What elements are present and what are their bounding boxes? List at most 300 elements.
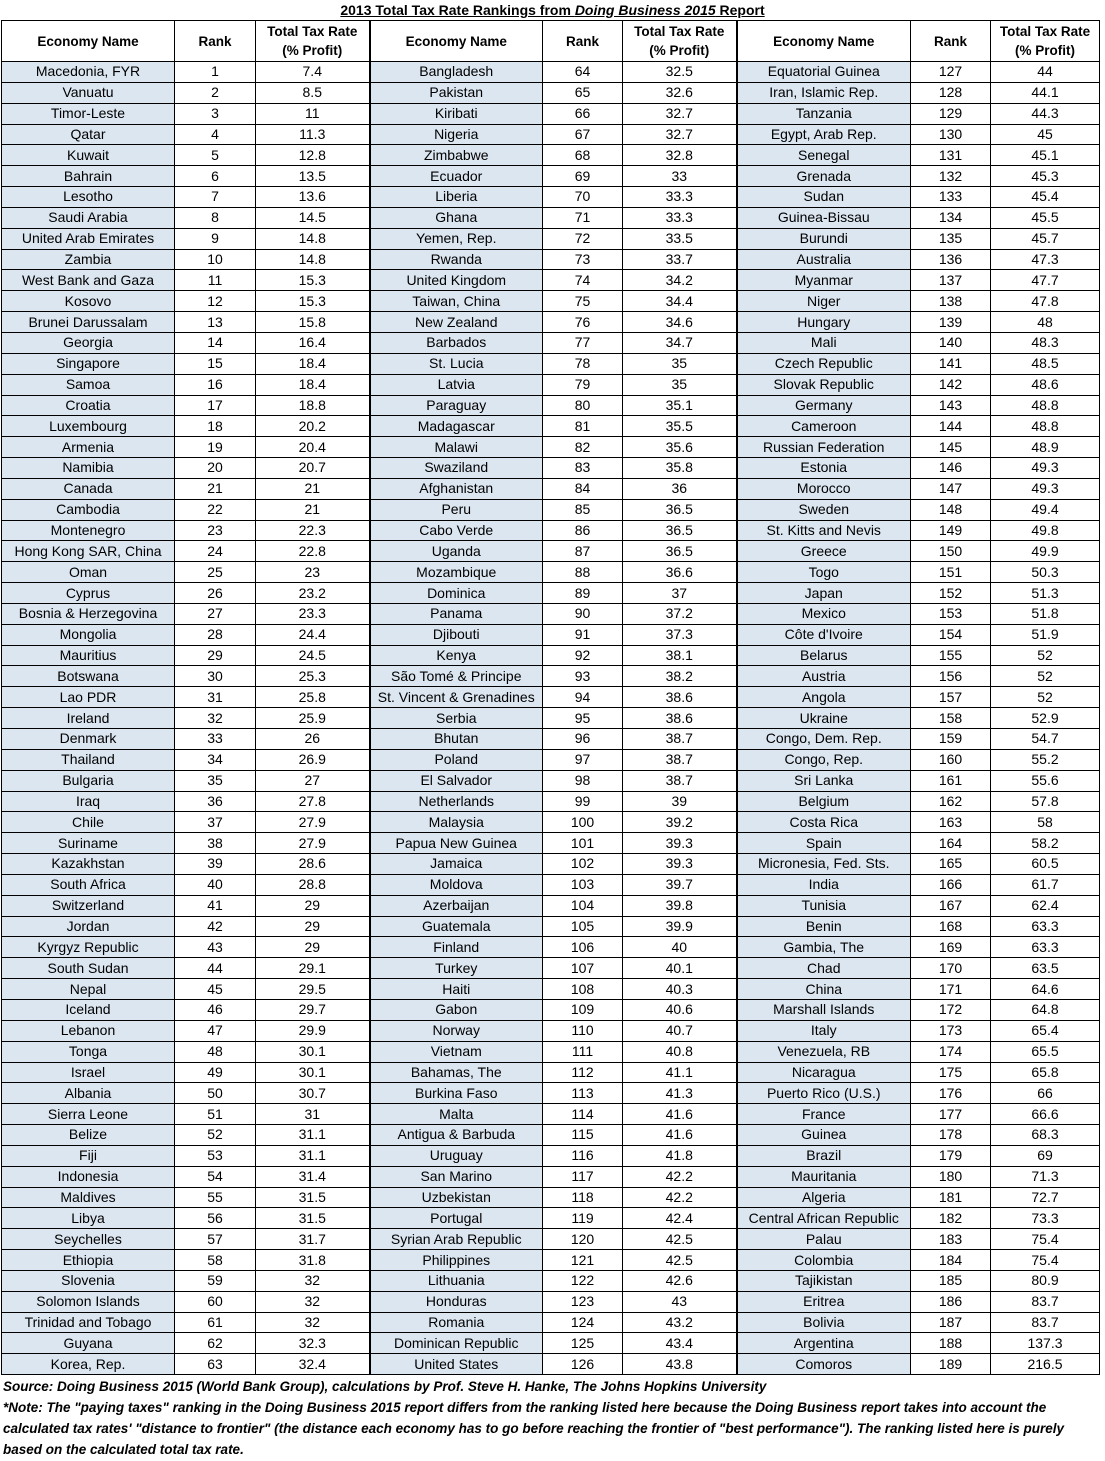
tax-rate-cell: 51.3 bbox=[991, 583, 1100, 604]
rank-cell: 137 bbox=[911, 270, 991, 291]
economy-name-cell: Libya bbox=[2, 1208, 175, 1229]
economy-name-cell: Bolivia bbox=[737, 1312, 911, 1333]
rank-cell: 72 bbox=[543, 228, 623, 249]
table-row bbox=[2, 1333, 1100, 1354]
tax-rate-cell: 41.1 bbox=[623, 1062, 737, 1083]
rank-cell: 12 bbox=[175, 291, 256, 312]
economy-name-cell: Belarus bbox=[737, 645, 911, 666]
tax-rate-cell: 42.5 bbox=[623, 1250, 737, 1271]
rank-cell: 161 bbox=[911, 770, 991, 791]
rank-cell: 177 bbox=[911, 1104, 991, 1125]
tax-rate-cell: 64.8 bbox=[991, 999, 1100, 1020]
rank-cell: 65 bbox=[543, 82, 623, 103]
rank-cell: 38 bbox=[175, 833, 256, 854]
economy-name-cell: St. Kitts and Nevis bbox=[737, 520, 911, 541]
header-economy-name: Economy Name bbox=[2, 21, 175, 62]
economy-name-cell: Togo bbox=[737, 562, 911, 583]
rank-cell: 37 bbox=[175, 812, 256, 833]
tax-rate-cell: 38.6 bbox=[623, 687, 737, 708]
rank-cell: 118 bbox=[543, 1187, 623, 1208]
rank-cell: 178 bbox=[911, 1125, 991, 1146]
economy-name-cell: Lao PDR bbox=[2, 687, 175, 708]
economy-name-cell: Portugal bbox=[370, 1208, 543, 1229]
rank-cell: 10 bbox=[175, 249, 256, 270]
economy-name-cell: Ukraine bbox=[737, 708, 911, 729]
economy-name-cell: Pakistan bbox=[370, 82, 543, 103]
table-row bbox=[2, 624, 1100, 645]
tax-rate-cell: 34.6 bbox=[623, 312, 737, 333]
rank-cell: 90 bbox=[543, 603, 623, 624]
table-body bbox=[2, 62, 1100, 1375]
tax-rate-cell: 48.9 bbox=[991, 437, 1100, 458]
rank-cell: 187 bbox=[911, 1312, 991, 1333]
tax-rate-cell: 36.5 bbox=[623, 499, 737, 520]
table-row bbox=[2, 1145, 1100, 1166]
tax-rate-cell: 28.8 bbox=[256, 874, 370, 895]
tax-rate-cell: 32 bbox=[256, 1291, 370, 1312]
tax-rate-cell: 51.8 bbox=[991, 603, 1100, 624]
tax-rate-cell: 31.4 bbox=[256, 1166, 370, 1187]
tax-rate-cell: 27.9 bbox=[256, 833, 370, 854]
tax-rate-cell: 35.8 bbox=[623, 458, 737, 479]
tax-rate-cell: 31.1 bbox=[256, 1125, 370, 1146]
table-row bbox=[2, 1312, 1100, 1333]
rank-cell: 60 bbox=[175, 1291, 256, 1312]
economy-name-cell: Eritrea bbox=[737, 1291, 911, 1312]
economy-name-cell: Georgia bbox=[2, 332, 175, 353]
rank-cell: 28 bbox=[175, 624, 256, 645]
table-row bbox=[2, 1041, 1100, 1062]
rank-cell: 109 bbox=[543, 999, 623, 1020]
table-row bbox=[2, 520, 1100, 541]
rank-cell: 179 bbox=[911, 1145, 991, 1166]
economy-name-cell: Taiwan, China bbox=[370, 291, 543, 312]
rank-cell: 122 bbox=[543, 1270, 623, 1291]
economy-name-cell: Cabo Verde bbox=[370, 520, 543, 541]
tax-rate-cell: 32.5 bbox=[623, 62, 737, 83]
rank-cell: 56 bbox=[175, 1208, 256, 1229]
rank-cell: 5 bbox=[175, 145, 256, 166]
economy-name-cell: El Salvador bbox=[370, 770, 543, 791]
economy-name-cell: Moldova bbox=[370, 874, 543, 895]
tax-rate-cell: 49.8 bbox=[991, 520, 1100, 541]
economy-name-cell: Finland bbox=[370, 937, 543, 958]
rank-cell: 6 bbox=[175, 166, 256, 187]
economy-name-cell: Qatar bbox=[2, 124, 175, 145]
economy-name-cell: Switzerland bbox=[2, 895, 175, 916]
rank-cell: 115 bbox=[543, 1125, 623, 1146]
economy-name-cell: Fiji bbox=[2, 1145, 175, 1166]
economy-name-cell: Sierra Leone bbox=[2, 1104, 175, 1125]
tax-rate-cell: 48.8 bbox=[991, 395, 1100, 416]
economy-name-cell: Indonesia bbox=[2, 1166, 175, 1187]
economy-name-cell: Brunei Darussalam bbox=[2, 312, 175, 333]
economy-name-cell: Puerto Rico (U.S.) bbox=[737, 1083, 911, 1104]
rank-cell: 113 bbox=[543, 1083, 623, 1104]
tax-rate-cell: 34.4 bbox=[623, 291, 737, 312]
table-row bbox=[2, 895, 1100, 916]
economy-name-cell: Canada bbox=[2, 478, 175, 499]
economy-name-cell: Belize bbox=[2, 1125, 175, 1146]
economy-name-cell: Kuwait bbox=[2, 145, 175, 166]
methodology-note: *Note: The "paying taxes" ranking in the Doing Business 2015 report differs from the ranking listed here because the Doing Business report takes into account the calculated tax rates' "distance to frontier" (the distance each economy has to go before reaching the frontier of "best performance"). The ranking listed here is purely based on the calculated total tax rate. bbox=[3, 1400, 1065, 1457]
rank-cell: 181 bbox=[911, 1187, 991, 1208]
economy-name-cell: Namibia bbox=[2, 458, 175, 479]
table-row bbox=[2, 1354, 1100, 1375]
rank-cell: 167 bbox=[911, 895, 991, 916]
tax-rate-cell: 49.4 bbox=[991, 499, 1100, 520]
tax-rate-cell: 58 bbox=[991, 812, 1100, 833]
rank-cell: 33 bbox=[175, 729, 256, 750]
tax-rate-cell: 40.1 bbox=[623, 958, 737, 979]
tax-rate-cell: 23.2 bbox=[256, 583, 370, 604]
tax-rate-cell: 29.5 bbox=[256, 979, 370, 1000]
economy-name-cell: Syrian Arab Republic bbox=[370, 1229, 543, 1250]
tax-rate-cell: 60.5 bbox=[991, 854, 1100, 875]
tax-rate-cell: 50.3 bbox=[991, 562, 1100, 583]
tax-rate-cell: 75.4 bbox=[991, 1229, 1100, 1250]
tax-rate-cell: 63.3 bbox=[991, 937, 1100, 958]
tax-rate-cell: 8.5 bbox=[256, 82, 370, 103]
table-row bbox=[2, 666, 1100, 687]
rank-cell: 185 bbox=[911, 1270, 991, 1291]
table-row bbox=[2, 270, 1100, 291]
rank-cell: 140 bbox=[911, 332, 991, 353]
rank-cell: 34 bbox=[175, 749, 256, 770]
economy-name-cell: Czech Republic bbox=[737, 353, 911, 374]
table-row bbox=[2, 1104, 1100, 1125]
rank-cell: 175 bbox=[911, 1062, 991, 1083]
tax-rate-cell: 66 bbox=[991, 1083, 1100, 1104]
economy-name-cell: Jordan bbox=[2, 916, 175, 937]
rank-cell: 152 bbox=[911, 583, 991, 604]
tax-rate-cell: 33.3 bbox=[623, 207, 737, 228]
tax-rate-cell: 41.3 bbox=[623, 1083, 737, 1104]
rank-cell: 49 bbox=[175, 1062, 256, 1083]
tax-rate-cell: 33.3 bbox=[623, 187, 737, 208]
tax-rate-cell: 40.6 bbox=[623, 999, 737, 1020]
rank-cell: 43 bbox=[175, 937, 256, 958]
rank-cell: 160 bbox=[911, 749, 991, 770]
economy-name-cell: Croatia bbox=[2, 395, 175, 416]
tax-rate-cell: 24.4 bbox=[256, 624, 370, 645]
rank-cell: 44 bbox=[175, 958, 256, 979]
economy-name-cell: Algeria bbox=[737, 1187, 911, 1208]
header-rank: Rank bbox=[175, 21, 256, 62]
rank-cell: 21 bbox=[175, 478, 256, 499]
rank-cell: 14 bbox=[175, 332, 256, 353]
rank-cell: 135 bbox=[911, 228, 991, 249]
tax-rate-cell: 49.3 bbox=[991, 458, 1100, 479]
tax-rate-cell: 31 bbox=[256, 1104, 370, 1125]
tax-rate-cell: 30.1 bbox=[256, 1041, 370, 1062]
tax-rate-cell: 29 bbox=[256, 895, 370, 916]
rank-cell: 174 bbox=[911, 1041, 991, 1062]
rank-cell: 107 bbox=[543, 958, 623, 979]
tax-rate-cell: 63.3 bbox=[991, 916, 1100, 937]
rank-cell: 36 bbox=[175, 791, 256, 812]
economy-name-cell: Mongolia bbox=[2, 624, 175, 645]
rank-cell: 99 bbox=[543, 791, 623, 812]
economy-name-cell: Turkey bbox=[370, 958, 543, 979]
tax-rate-cell: 38.1 bbox=[623, 645, 737, 666]
economy-name-cell: Oman bbox=[2, 562, 175, 583]
tax-rate-cell: 35.6 bbox=[623, 437, 737, 458]
economy-name-cell: Suriname bbox=[2, 833, 175, 854]
economy-name-cell: Slovenia bbox=[2, 1270, 175, 1291]
rank-cell: 184 bbox=[911, 1250, 991, 1271]
tax-rate-cell: 65.8 bbox=[991, 1062, 1100, 1083]
economy-name-cell: Norway bbox=[370, 1020, 543, 1041]
rank-cell: 106 bbox=[543, 937, 623, 958]
tax-rate-cell: 45.1 bbox=[991, 145, 1100, 166]
tax-rate-cell: 37.2 bbox=[623, 603, 737, 624]
rank-cell: 29 bbox=[175, 645, 256, 666]
tax-rate-cell: 42.2 bbox=[623, 1187, 737, 1208]
rank-cell: 130 bbox=[911, 124, 991, 145]
table-row bbox=[2, 187, 1100, 208]
rank-cell: 189 bbox=[911, 1354, 991, 1375]
rank-cell: 35 bbox=[175, 770, 256, 791]
rank-cell: 124 bbox=[543, 1312, 623, 1333]
rank-cell: 88 bbox=[543, 562, 623, 583]
economy-name-cell: Botswana bbox=[2, 666, 175, 687]
table-row bbox=[2, 499, 1100, 520]
economy-name-cell: Kosovo bbox=[2, 291, 175, 312]
economy-name-cell: Haiti bbox=[370, 979, 543, 1000]
tax-rate-cell: 62.4 bbox=[991, 895, 1100, 916]
tax-rate-cell: 31.8 bbox=[256, 1250, 370, 1271]
economy-name-cell: Benin bbox=[737, 916, 911, 937]
rank-cell: 105 bbox=[543, 916, 623, 937]
rank-cell: 158 bbox=[911, 708, 991, 729]
tax-rate-cell: 45.3 bbox=[991, 166, 1100, 187]
tax-rate-cell: 72.7 bbox=[991, 1187, 1100, 1208]
economy-name-cell: Guinea bbox=[737, 1125, 911, 1146]
tax-rate-cell: 31.5 bbox=[256, 1187, 370, 1208]
tax-rate-cell: 12.8 bbox=[256, 145, 370, 166]
tax-rate-cell: 42.6 bbox=[623, 1270, 737, 1291]
rank-cell: 73 bbox=[543, 249, 623, 270]
tax-rate-cell: 48.3 bbox=[991, 332, 1100, 353]
table-row bbox=[2, 603, 1100, 624]
economy-name-cell: West Bank and Gaza bbox=[2, 270, 175, 291]
rank-cell: 11 bbox=[175, 270, 256, 291]
economy-name-cell: Saudi Arabia bbox=[2, 207, 175, 228]
table-row bbox=[2, 1083, 1100, 1104]
header-row bbox=[2, 21, 1100, 62]
tax-rate-cell: 58.2 bbox=[991, 833, 1100, 854]
table-row bbox=[2, 791, 1100, 812]
tax-rate-cell: 33 bbox=[623, 166, 737, 187]
tax-rate-cell: 14.8 bbox=[256, 249, 370, 270]
economy-name-cell: Dominica bbox=[370, 583, 543, 604]
tax-rate-cell: 43.8 bbox=[623, 1354, 737, 1375]
rank-cell: 17 bbox=[175, 395, 256, 416]
economy-name-cell: Côte d'Ivoire bbox=[737, 624, 911, 645]
rank-cell: 166 bbox=[911, 874, 991, 895]
tax-rate-cell: 66.6 bbox=[991, 1104, 1100, 1125]
economy-name-cell: Montenegro bbox=[2, 520, 175, 541]
economy-name-cell: Luxembourg bbox=[2, 416, 175, 437]
rank-cell: 24 bbox=[175, 541, 256, 562]
tax-rate-cell: 44.1 bbox=[991, 82, 1100, 103]
tax-rate-cell: 31.5 bbox=[256, 1208, 370, 1229]
tax-rate-cell: 45 bbox=[991, 124, 1100, 145]
economy-name-cell: Lesotho bbox=[2, 187, 175, 208]
economy-name-cell: France bbox=[737, 1104, 911, 1125]
economy-name-cell: South Africa bbox=[2, 874, 175, 895]
rank-cell: 47 bbox=[175, 1020, 256, 1041]
economy-name-cell: Romania bbox=[370, 1312, 543, 1333]
rank-cell: 46 bbox=[175, 999, 256, 1020]
rank-cell: 50 bbox=[175, 1083, 256, 1104]
tax-rate-cell: 39.8 bbox=[623, 895, 737, 916]
economy-name-cell: Guyana bbox=[2, 1333, 175, 1354]
rank-cell: 144 bbox=[911, 416, 991, 437]
rank-cell: 22 bbox=[175, 499, 256, 520]
tax-rate-cell: 36 bbox=[623, 478, 737, 499]
tax-rate-cell: 80.9 bbox=[991, 1270, 1100, 1291]
rank-cell: 120 bbox=[543, 1229, 623, 1250]
economy-name-cell: India bbox=[737, 874, 911, 895]
rank-cell: 162 bbox=[911, 791, 991, 812]
tax-rate-cell: 29.7 bbox=[256, 999, 370, 1020]
table-row bbox=[2, 770, 1100, 791]
tax-rate-cell: 61.7 bbox=[991, 874, 1100, 895]
economy-name-cell: Burundi bbox=[737, 228, 911, 249]
economy-name-cell: Venezuela, RB bbox=[737, 1041, 911, 1062]
rank-cell: 143 bbox=[911, 395, 991, 416]
tax-rate-cell: 26 bbox=[256, 729, 370, 750]
economy-name-cell: Antigua & Barbuda bbox=[370, 1125, 543, 1146]
economy-name-cell: Germany bbox=[737, 395, 911, 416]
tax-rate-cell: 18.8 bbox=[256, 395, 370, 416]
tax-rate-cell: 43.2 bbox=[623, 1312, 737, 1333]
rank-cell: 87 bbox=[543, 541, 623, 562]
economy-name-cell: Kyrgyz Republic bbox=[2, 937, 175, 958]
tax-rate-cell: 22.3 bbox=[256, 520, 370, 541]
rank-cell: 136 bbox=[911, 249, 991, 270]
tax-rate-cell: 48 bbox=[991, 312, 1100, 333]
economy-name-cell: Zambia bbox=[2, 249, 175, 270]
tax-rate-cell: 39.2 bbox=[623, 812, 737, 833]
tax-rate-cell: 52.9 bbox=[991, 708, 1100, 729]
table-row bbox=[2, 645, 1100, 666]
rank-cell: 42 bbox=[175, 916, 256, 937]
economy-name-cell: Brazil bbox=[737, 1145, 911, 1166]
tax-rate-cell: 64.6 bbox=[991, 979, 1100, 1000]
tax-rate-cell: 52 bbox=[991, 687, 1100, 708]
rank-cell: 1 bbox=[175, 62, 256, 83]
rank-cell: 101 bbox=[543, 833, 623, 854]
rank-cell: 57 bbox=[175, 1229, 256, 1250]
economy-name-cell: Guatemala bbox=[370, 916, 543, 937]
economy-name-cell: Swaziland bbox=[370, 458, 543, 479]
economy-name-cell: Ghana bbox=[370, 207, 543, 228]
rank-cell: 75 bbox=[543, 291, 623, 312]
economy-name-cell: Costa Rica bbox=[737, 812, 911, 833]
tax-rate-cell: 137.3 bbox=[991, 1333, 1100, 1354]
economy-name-cell: Angola bbox=[737, 687, 911, 708]
economy-name-cell: Maldives bbox=[2, 1187, 175, 1208]
tax-rate-cell: 38.2 bbox=[623, 666, 737, 687]
economy-name-cell: Singapore bbox=[2, 353, 175, 374]
table-row bbox=[2, 374, 1100, 395]
rank-cell: 170 bbox=[911, 958, 991, 979]
economy-name-cell: Central African Republic bbox=[737, 1208, 911, 1229]
economy-name-cell: São Tomé & Principe bbox=[370, 666, 543, 687]
tax-rate-cell: 35.5 bbox=[623, 416, 737, 437]
economy-name-cell: San Marino bbox=[370, 1166, 543, 1187]
economy-name-cell: Australia bbox=[737, 249, 911, 270]
tax-rate-cell: 40.7 bbox=[623, 1020, 737, 1041]
rank-cell: 41 bbox=[175, 895, 256, 916]
table-row bbox=[2, 437, 1100, 458]
rank-cell: 31 bbox=[175, 687, 256, 708]
economy-name-cell: Barbados bbox=[370, 332, 543, 353]
economy-name-cell: Micronesia, Fed. Sts. bbox=[737, 854, 911, 875]
economy-name-cell: Bahamas, The bbox=[370, 1062, 543, 1083]
tax-rate-cell: 47.8 bbox=[991, 291, 1100, 312]
tax-rate-cell: 42.2 bbox=[623, 1166, 737, 1187]
economy-name-cell: Mozambique bbox=[370, 562, 543, 583]
table-row bbox=[2, 103, 1100, 124]
header-total-tax-rate: Total Tax Rate (% Profit) bbox=[256, 21, 370, 62]
table-row bbox=[2, 207, 1100, 228]
tax-rate-cell: 57.8 bbox=[991, 791, 1100, 812]
rank-cell: 20 bbox=[175, 458, 256, 479]
economy-name-cell: Yemen, Rep. bbox=[370, 228, 543, 249]
rank-cell: 40 bbox=[175, 874, 256, 895]
rank-cell: 147 bbox=[911, 478, 991, 499]
economy-name-cell: Ecuador bbox=[370, 166, 543, 187]
title-prefix: 2013 Total Tax Rate Rankings from bbox=[340, 2, 575, 18]
rank-cell: 62 bbox=[175, 1333, 256, 1354]
tax-rate-cell: 27.8 bbox=[256, 791, 370, 812]
tax-rate-cell: 16.4 bbox=[256, 332, 370, 353]
header-total-tax-rate: Total Tax Rate (% Profit) bbox=[991, 21, 1100, 62]
table-row bbox=[2, 249, 1100, 270]
rank-cell: 81 bbox=[543, 416, 623, 437]
tax-rate-cell: 14.5 bbox=[256, 207, 370, 228]
tax-rate-cell: 39.3 bbox=[623, 833, 737, 854]
economy-name-cell: Belgium bbox=[737, 791, 911, 812]
rank-cell: 117 bbox=[543, 1166, 623, 1187]
economy-name-cell: Kazakhstan bbox=[2, 854, 175, 875]
rank-cell: 54 bbox=[175, 1166, 256, 1187]
rank-cell: 7 bbox=[175, 187, 256, 208]
rank-cell: 142 bbox=[911, 374, 991, 395]
economy-name-cell: Iran, Islamic Rep. bbox=[737, 82, 911, 103]
tax-rate-cell: 65.4 bbox=[991, 1020, 1100, 1041]
rank-cell: 165 bbox=[911, 854, 991, 875]
table-row bbox=[2, 312, 1100, 333]
economy-name-cell: Malawi bbox=[370, 437, 543, 458]
rank-cell: 58 bbox=[175, 1250, 256, 1271]
rank-cell: 119 bbox=[543, 1208, 623, 1229]
rank-cell: 55 bbox=[175, 1187, 256, 1208]
tax-rate-cell: 75.4 bbox=[991, 1250, 1100, 1271]
rank-cell: 26 bbox=[175, 583, 256, 604]
economy-name-cell: Solomon Islands bbox=[2, 1291, 175, 1312]
economy-name-cell: Hong Kong SAR, China bbox=[2, 541, 175, 562]
economy-name-cell: Kiribati bbox=[370, 103, 543, 124]
page-title bbox=[0, 0, 1105, 20]
tax-rate-cell: 48.8 bbox=[991, 416, 1100, 437]
table-row bbox=[2, 541, 1100, 562]
table-row bbox=[2, 1270, 1100, 1291]
